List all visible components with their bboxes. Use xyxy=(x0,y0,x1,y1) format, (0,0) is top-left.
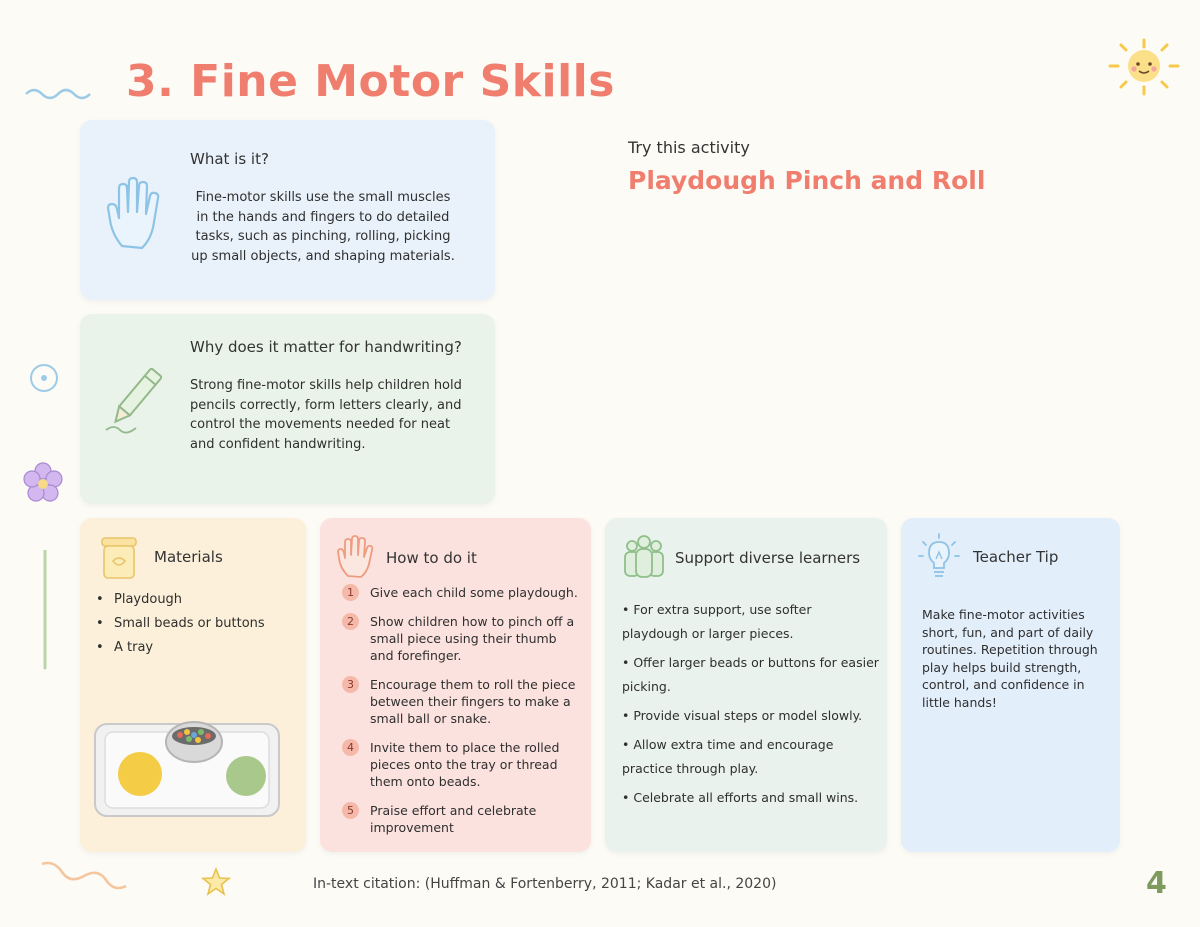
list-item: • Playdough xyxy=(96,588,265,612)
list-item: • Offer larger beads or buttons for easier picking. xyxy=(622,655,879,694)
list-item: • Small beads or buttons xyxy=(96,612,265,636)
step-item xyxy=(342,676,578,727)
page-title: 3. Fine Motor Skills xyxy=(126,56,615,107)
materials-list xyxy=(96,588,265,660)
steps-list xyxy=(342,584,578,848)
squiggle-bottom-decoration xyxy=(40,858,130,890)
lightbulb-icon xyxy=(917,532,961,580)
what-body: Fine-motor skills use the small muscles in the hands and fingers to do detailed tasks, such as pinching, rolling, picking up small objects, and shaping materials. xyxy=(191,190,455,264)
step-text: Give each child some playdough. xyxy=(370,585,578,600)
sun-icon xyxy=(1104,36,1184,98)
star-icon xyxy=(200,866,232,898)
how-heading: How to do it xyxy=(386,549,477,567)
step-item xyxy=(342,584,578,601)
step-number: 2 xyxy=(342,613,359,630)
flower-icon xyxy=(20,460,66,506)
squiggle-decoration xyxy=(24,84,94,104)
circle-decoration xyxy=(28,362,60,394)
step-number: 3 xyxy=(342,676,359,693)
step-text: Invite them to place the rolled pieces onto the tray or thread them onto beads. xyxy=(370,740,560,789)
hand-icon xyxy=(102,174,172,254)
people-icon xyxy=(621,534,667,580)
citation: In-text citation: (Huffman & Fortenberry, 2011; Kadar et al., 2020) xyxy=(313,876,777,892)
what-heading: What is it? xyxy=(190,150,269,168)
step-number: 4 xyxy=(342,739,359,756)
step-number: 1 xyxy=(342,584,359,601)
why-matters-card xyxy=(80,314,495,504)
step-text: Encourage them to roll the piece between their fingers to make a small ball or snake. xyxy=(370,677,576,726)
materials-heading: Materials xyxy=(154,548,223,566)
list-item: • Allow extra time and encourage practice through play. xyxy=(622,737,834,776)
pencil-icon xyxy=(98,360,170,438)
tip-heading: Teacher Tip xyxy=(973,548,1059,566)
list-item: • Provide visual steps or model slowly. xyxy=(622,708,863,723)
list-item: • A tray xyxy=(96,636,265,660)
step-item xyxy=(342,613,578,664)
how-to-card xyxy=(320,518,591,852)
support-learners-card xyxy=(605,518,887,852)
support-heading: Support diverse learners xyxy=(675,549,861,567)
teacher-tip-card xyxy=(901,518,1120,852)
step-item xyxy=(342,802,578,836)
playdough-jar-icon xyxy=(96,534,142,582)
materials-card xyxy=(80,518,306,852)
line-decoration xyxy=(42,550,48,670)
activity-label: Try this activity xyxy=(628,138,750,157)
why-heading: Why does it matter for handwriting? xyxy=(190,338,462,356)
step-text: Show children how to pinch off a small piece using their thumb and forefinger. xyxy=(370,614,575,663)
tray-illustration xyxy=(92,716,282,822)
activity-title: Playdough Pinch and Roll xyxy=(628,166,986,195)
page-number: 4 xyxy=(1146,866,1167,901)
hand-outline-icon xyxy=(334,534,380,580)
tip-body: Make fine-motor activities short, fun, and part of daily routines. Repetition through play helps build strength, control, and confidence in little hands! xyxy=(922,607,1098,710)
support-list xyxy=(622,598,880,815)
list-item: • Celebrate all efforts and small wins. xyxy=(622,790,859,805)
step-item xyxy=(342,739,578,790)
step-number: 5 xyxy=(342,802,359,819)
list-item: • For extra support, use softer playdough or larger pieces. xyxy=(622,602,812,641)
what-is-it-card xyxy=(80,120,495,300)
step-text: Praise effort and celebrate improvement xyxy=(370,803,537,835)
why-body: Strong fine-motor skills help children hold pencils correctly, form letters clearly, and control the movements needed for neat and confident handwriting. xyxy=(190,378,462,452)
